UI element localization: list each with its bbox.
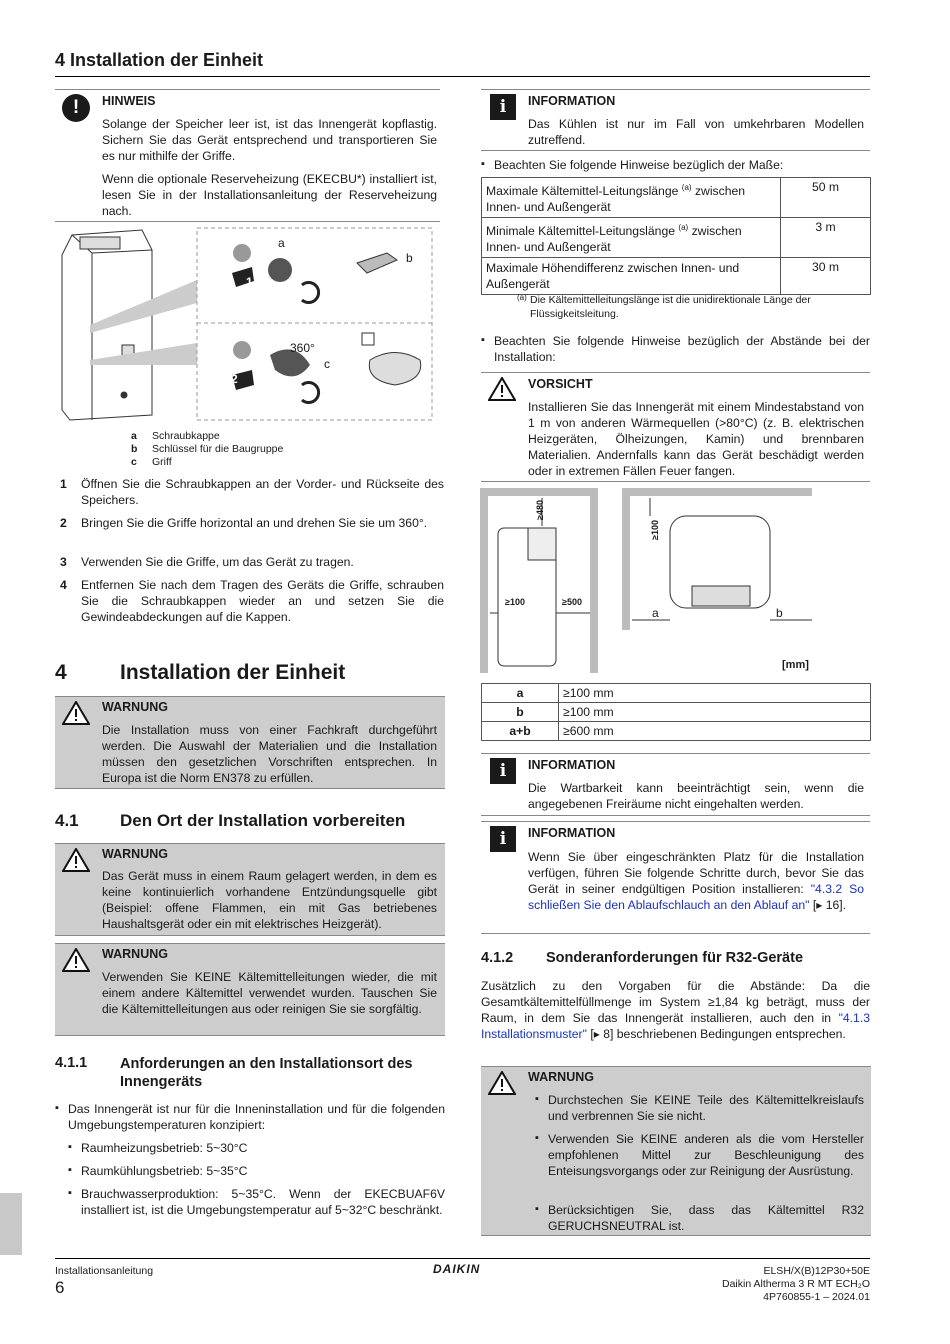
info-bottom-rule [481, 933, 870, 934]
legend-text: Griff [152, 456, 172, 468]
warning-item: Berücksichtigen Sie, dass das Kältemittel R32 GERUCHSNEUTRAL ist. [548, 1203, 864, 1233]
warning-label: WARNUNG [102, 947, 168, 961]
figure-legend [131, 430, 283, 469]
footer-code: 4P760855-1 – 2024.01 [763, 1291, 870, 1303]
footnote-mark: (a) [517, 293, 527, 302]
info-label: INFORMATION [528, 94, 616, 108]
bullet: ▪ [481, 158, 485, 170]
caution-text: Installieren Sie das Innengerät mit einem Mindestabstand von 1 m von anderen Wärmequellen (>80°C) (z. B. elektrischen Heizgeräten, Ölheizungen, Kamin) und brennbaren Materialien. Andernfalls kann das Gerät beschädigt werden oder in extremen Fällen Feuer fangen. [528, 400, 864, 478]
step-text: Bringen Sie die Griffe horizontal an und drehen Sie sie um 360°. [81, 516, 428, 530]
warning-label: WARNUNG [102, 700, 168, 714]
dim-label-a: a [652, 606, 659, 620]
hinweis-label: HINWEIS [102, 94, 156, 108]
warning-triangle-icon [62, 848, 90, 872]
dim-label: ≥480 [535, 500, 545, 520]
table-row: Maximale Höhendifferenz zwischen Innen- und Außengerät 30 m [482, 258, 871, 295]
hinweis-bottom-rule [55, 221, 440, 222]
subsubsection-number: 4.1.1 [55, 1055, 88, 1071]
warning-triangle-icon [488, 377, 516, 401]
chapter-tab [0, 1193, 22, 1255]
dim-label-b: b [776, 606, 783, 620]
dim-label: ≥500 [562, 597, 582, 607]
subsubsection-title: Sonderanforderungen für R32-Geräte [546, 950, 804, 966]
bullet: ▪ [68, 1164, 72, 1176]
page-number: 6 [55, 1278, 65, 1297]
warning-label: WARNUNG [528, 1070, 594, 1084]
figure-label-b: b [406, 251, 413, 265]
step-text: Öffnen Sie die Schraubkappen an der Vorder- und Rückseite des Speichers. [81, 477, 444, 507]
info-top-rule [481, 89, 870, 90]
table-row: b ≥100 mm [482, 703, 871, 722]
step-number: 2 [60, 516, 67, 530]
footer-meta [722, 1265, 870, 1304]
body-text: Das Innengerät ist nur für die Inneninstallation und für die folgenden Umgebungstemperaturen konzipiert: [68, 1102, 445, 1132]
table-row: Maximale Kältemittel-Leitungslänge $^{(a)}$ zwischen Innen- und Außengerät 50 m [482, 178, 871, 218]
section-number: 4 [55, 661, 67, 684]
sub-bullet-text: Raumkühlungsbetrieb: 5~35°C [81, 1164, 248, 1178]
sub-bullet-text: Raumheizungsbetrieb: 5~30°C [81, 1141, 248, 1155]
figure-label-c: c [324, 357, 330, 371]
clearance-table [481, 683, 871, 741]
unit-label: [mm] [782, 659, 809, 671]
caution-top-rule [481, 372, 870, 373]
bullet: ▪ [535, 1093, 539, 1105]
figure-step-2: 2 [231, 372, 238, 386]
info-icon: i [490, 826, 516, 852]
table-row: a+b ≥600 mm [482, 722, 871, 741]
body-text: Beachten Sie folgende Hinweise bezüglich der Maße: [494, 158, 784, 172]
dimensions-table [481, 177, 871, 295]
figure-step-1: 1 [246, 275, 253, 289]
body-text: Zusätzlich zu den Vorgaben für die Abstände: Da die Gesamtkältemittelfüllmenge im System ≥1,84 kg beträgt, muss der Raum, in dem Sie das Innengerät installieren, auch den in "4.1.3 Installationsmuster" [▸ 8] beschriebenen Bedingungen entsprechen. [481, 979, 870, 1041]
info-icon: i [490, 94, 516, 120]
hinweis-text-1: Solange der Speicher leer ist, ist das Innengerät kopflastig. Sichern Sie das Gerät entsprechend und transportieren Sie es nur mithilfe der Griffe. [102, 117, 437, 163]
warning-triangle-icon [62, 701, 90, 725]
bullet: ▪ [55, 1102, 59, 1114]
dim-label: ≥100 [505, 597, 525, 607]
info-bottom-rule [481, 815, 870, 816]
warning-triangle-icon [488, 1071, 516, 1095]
info-bottom-rule [481, 150, 870, 151]
header-rule [55, 76, 870, 77]
cross-reference-link[interactable]: "4.1.3 Installationsmuster" [481, 1011, 870, 1041]
exclamation-icon: ! [62, 94, 90, 122]
subsection-number: 4.1 [55, 811, 79, 830]
subsubsection-title: Anforderungen an den Installationsort des Innengeräts [120, 1056, 413, 1090]
warning-text: Die Installation muss von einer Fachkraft durchgeführt werden. Die Auswahl der Materialien und die Installation müssen den gesetzlichen Vorschriften entsprechen. In Europa ist die Norm EN378 zu erfüllen. [102, 723, 437, 785]
figure-label-360: 360° [290, 341, 315, 355]
info-label: INFORMATION [528, 826, 616, 840]
step-number: 4 [60, 578, 67, 592]
step-number: 1 [60, 477, 67, 491]
caution-bottom-rule [481, 481, 870, 482]
legend-key: c [131, 456, 137, 468]
info-icon: i [490, 758, 516, 784]
sub-bullet-text: Brauchwasserproduktion: 5~35°C. Wenn der EKECBUAF6V installiert ist, ist die Umgebungstemperatur auf 5~32°C beschränkt. [81, 1187, 445, 1217]
subsubsection-number: 4.1.2 [481, 950, 514, 966]
page-header-title: 4 Installation der Einheit [55, 50, 264, 70]
warning-text: Das Gerät muss in einem Raum gelagert werden, in dem es keine kontinuierlich vorhandene Entzündungsquelle gibt (Beispiel: offene Flammen, ein mit Gas betriebenes Haushaltsgerät oder ein mit elektrisches Heizgerät). [102, 869, 437, 931]
section-title: Installation der Einheit [120, 661, 346, 684]
info-text: Wenn Sie über eingeschränkten Platz für die Installation verfügen, führen Sie folgende Schritte durch, bevor Sie das Gerät in seiner endgültigen Position installieren: "4.3.2 So schließen Sie den Ablaufschlauch an den Ablauf an" [▸ 16]. [528, 850, 864, 912]
info-top-rule [481, 753, 870, 754]
caution-label: VORSICHT [528, 377, 593, 391]
legend-text: Schlüssel für die Baugruppe [152, 443, 284, 455]
handle-installation-figure [52, 225, 437, 425]
footer-product: Daikin Altherma 3 R MT ECH₂O [721, 1278, 870, 1290]
info-label: INFORMATION [528, 758, 616, 772]
warning-triangle-icon [62, 948, 90, 972]
table-row: a ≥100 mm [482, 684, 871, 703]
footer-doc-type: Installationsanleitung [55, 1265, 154, 1277]
table-row: Minimale Kältemittel-Leitungslänge $^{(a)}$ zwischen Innen- und Außengerät 3 m [482, 218, 871, 258]
footer-rule [55, 1258, 870, 1259]
bullet: ▪ [68, 1187, 72, 1199]
warning-text: Verwenden Sie KEINE Kältemittelleitungen wieder, die mit einem andere Kältemittel verwendet wurden. Tauschen Sie die Kältemittelleitungen aus oder reinigen Sie sie sorgfältig. [102, 970, 437, 1016]
figure-label-a: a [278, 236, 285, 250]
legend-text: Schraubkappe [152, 430, 220, 442]
info-text: Die Wartbarkeit kann beeinträchtigt sein, wenn die angegebenen Freiräume nicht eingehalten werden. [528, 781, 864, 811]
subsection-title: Den Ort der Installation vorbereiten [120, 811, 406, 830]
info-top-rule [481, 821, 870, 822]
footer-model: ELSH/X(B)12P30+50E [763, 1265, 870, 1277]
legend-key: a [131, 430, 137, 442]
bullet: ▪ [68, 1141, 72, 1153]
step-number: 3 [60, 555, 67, 569]
hinweis-top-rule [55, 89, 440, 90]
bullet: ▪ [535, 1203, 539, 1215]
step-text: Verwenden Sie die Griffe, um das Gerät zu tragen. [81, 555, 354, 569]
bullet: ▪ [481, 334, 485, 346]
legend-key: b [131, 443, 138, 455]
bullet: ▪ [535, 1132, 539, 1144]
step-text: Entfernen Sie nach dem Tragen des Geräts die Griffe, schrauben Sie die Schraubkappen wieder an und setzen Sie die Gewindeabdeckungen auf die Kappen. [81, 578, 444, 624]
cross-reference-link[interactable]: "4.3.2 So schließen Sie den Ablaufschlauch an den Ablauf an" [528, 882, 864, 912]
warning-item: Verwenden Sie KEINE anderen als die vom Hersteller empfohlenen Mittel zur Beschleunigung des Enteisungsvorgangs oder zur Reinigung der Ausrüstung. [548, 1132, 864, 1178]
warning-item: Durchstechen Sie KEINE Teile des Kältemittelkreislaufs und verbrennen Sie sie nicht. [548, 1093, 864, 1123]
clearance-figure [480, 488, 815, 678]
warning-label: WARNUNG [102, 847, 168, 861]
dim-label: ≥100 [650, 520, 660, 540]
daikin-logo: DAIKIN [433, 1262, 481, 1276]
body-text: Beachten Sie folgende Hinweise bezüglich der Abstände bei der Installation: [494, 334, 870, 364]
hinweis-text-2: Wenn die optionale Reserveheizung (EKECBU*) installiert ist, lesen Sie in der Installationsanleitung der Reserveheizung nach. [102, 172, 437, 218]
footnote-text: Die Kältemittelleitungslänge ist die unidirektionale Länge der Flüssigkeitsleitung. [530, 294, 811, 320]
info-text: Das Kühlen ist nur im Fall von umkehrbaren Modellen zutreffend. [528, 117, 864, 147]
